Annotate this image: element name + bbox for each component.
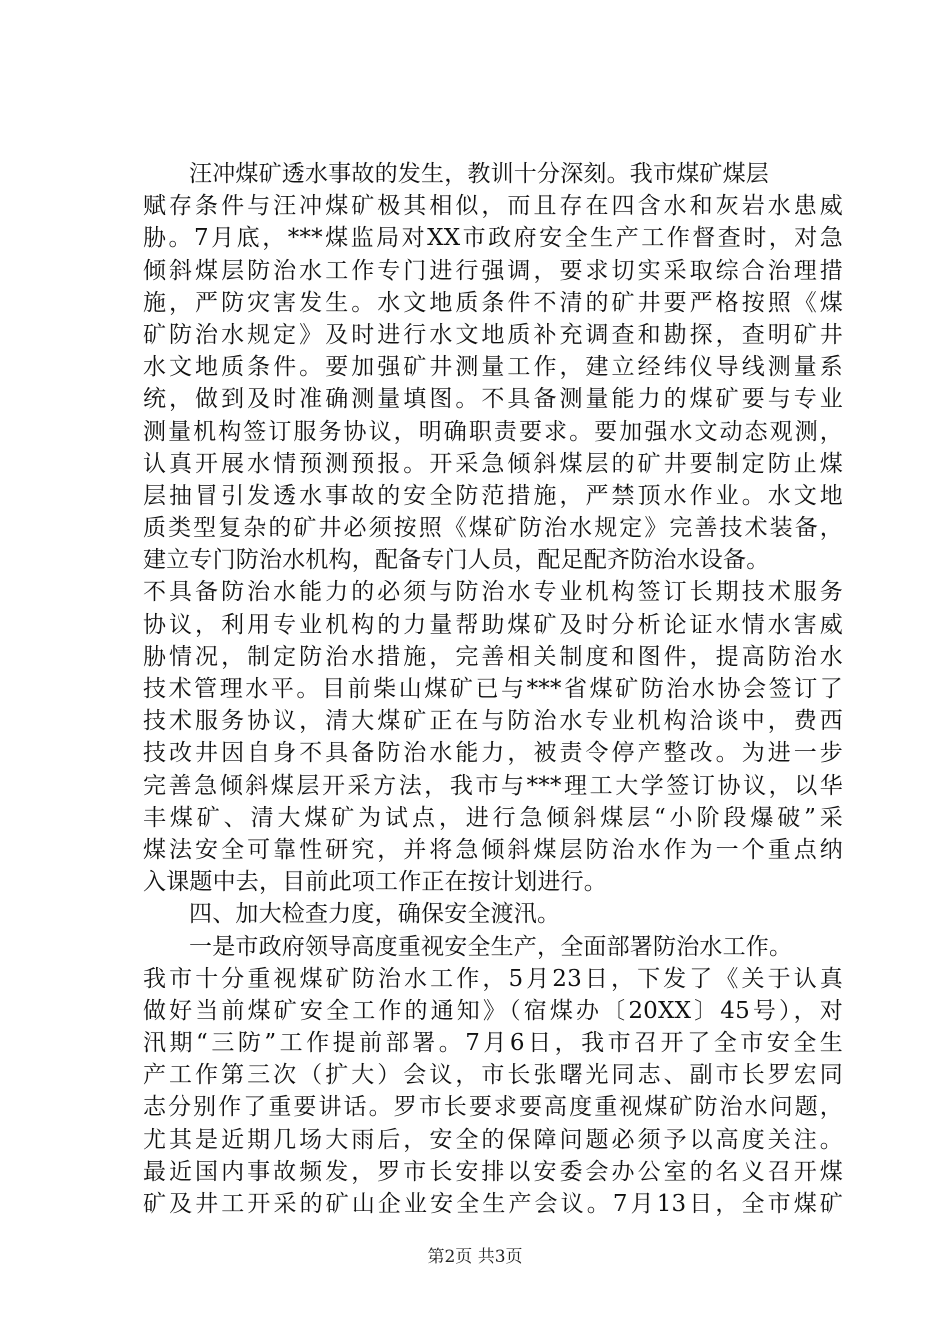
text-line: 协议，利用专业机构的力量帮助煤矿及时分析论证水情水害威 bbox=[143, 611, 843, 638]
text-line: 技术管理水平。目前柴山煤矿已与***省煤矿防治水协会签订了 bbox=[143, 676, 843, 702]
text-line: 认真开展水情预测预报。开采急倾斜煤层的矿井要制定防止煤 bbox=[143, 450, 843, 477]
text-line: 志分别作了重要讲话。罗市长要求要高度重视煤矿防治水问题， bbox=[143, 1094, 843, 1121]
text-line: 建立专门防治水机构，配备专门人员，配足配齐防治水设备。 bbox=[143, 547, 770, 574]
text-line: 产工作第三次（扩大）会议，市长张曙光同志、副市长罗宏同 bbox=[143, 1062, 843, 1089]
text-line: 层抽冒引发透水事故的安全防范措施，严禁顶水作业。水文地 bbox=[143, 482, 843, 509]
text-line: 做好当前煤矿安全工作的通知》（宿煤办〔20XX〕45号），对 bbox=[143, 997, 843, 1024]
text-line: 倾斜煤层防治水工作专门进行强调，要求切实采取综合治理措 bbox=[143, 257, 843, 284]
text-line: 丰煤矿、清大煤矿为试点，进行急倾斜煤层“小阶段爆破”采 bbox=[143, 804, 843, 831]
text-line: 质类型复杂的矿井必须按照《煤矿防治水规定》完善技术装备， bbox=[143, 515, 843, 542]
text-line: 我市十分重视煤矿防治水工作，5月23日，下发了《关于认真 bbox=[143, 965, 843, 992]
text-line: 汪冲煤矿透水事故的发生，教训十分深刻。我市煤矿煤层 bbox=[189, 161, 769, 187]
text-line: 入课题中去，目前此项工作正在按计划进行。 bbox=[143, 869, 607, 896]
text-line: 胁情况，制定防治水措施，完善相关制度和图件，提高防治水 bbox=[143, 643, 843, 670]
text-line: 测量机构签订服务协议，明确职责要求。要加强水文动态观测， bbox=[143, 418, 843, 445]
text-line: 完善急倾斜煤层开采方法，我市与***理工大学签订协议，以华 bbox=[143, 772, 843, 799]
text-line: 技术服务协议，清大煤矿正在与防治水专业机构洽谈中，费西 bbox=[143, 708, 843, 735]
text-line: 矿及井工开采的矿山企业安全生产会议。7月13日，全市煤矿 bbox=[143, 1191, 843, 1217]
text-line: 一是市政府领导高度重视安全生产，全面部署防治水工作。 bbox=[189, 933, 793, 960]
document-body bbox=[143, 158, 843, 1220]
text-line: 统，做到及时准确测量填图。不具备测量能力的煤矿要与专业 bbox=[143, 386, 843, 413]
page-footer: 第2页 共3页 bbox=[427, 1247, 523, 1267]
text-line: 尤其是近期几场大雨后，安全的保障问题必须予以高度关注。 bbox=[143, 1126, 843, 1153]
text-line: 赋存条件与汪冲煤矿极其相似，而且存在四含水和灰岩水患威 bbox=[143, 193, 843, 220]
text-line: 水文地质条件。要加强矿井测量工作，建立经纬仪导线测量系 bbox=[143, 354, 843, 381]
section-heading: 四、加大检查力度，确保安全渡汛。 bbox=[189, 901, 561, 928]
text-line: 煤法安全可靠性研究，并将急倾斜煤层防治水作为一个重点纳 bbox=[143, 836, 843, 863]
text-line: 汛期“三防”工作提前部署。7月6日，我市召开了全市安全生 bbox=[143, 1030, 843, 1057]
text-line: 矿防治水规定》及时进行水文地质补充调查和勘探，查明矿井 bbox=[143, 321, 843, 348]
text-line: 胁。7月底，***煤监局对XX市政府安全生产工作督查时，对急 bbox=[143, 225, 843, 252]
text-line: 不具备防治水能力的必须与防治水专业机构签订长期技术服务 bbox=[143, 579, 843, 606]
text-line: 技改井因自身不具备防治水能力，被责令停产整改。为进一步 bbox=[143, 740, 843, 767]
text-line: 施，严防灾害发生。水文地质条件不清的矿井要严格按照《煤 bbox=[143, 289, 843, 316]
text-line: 最近国内事故频发，罗市长安排以安委会办公室的名义召开煤 bbox=[143, 1158, 843, 1185]
